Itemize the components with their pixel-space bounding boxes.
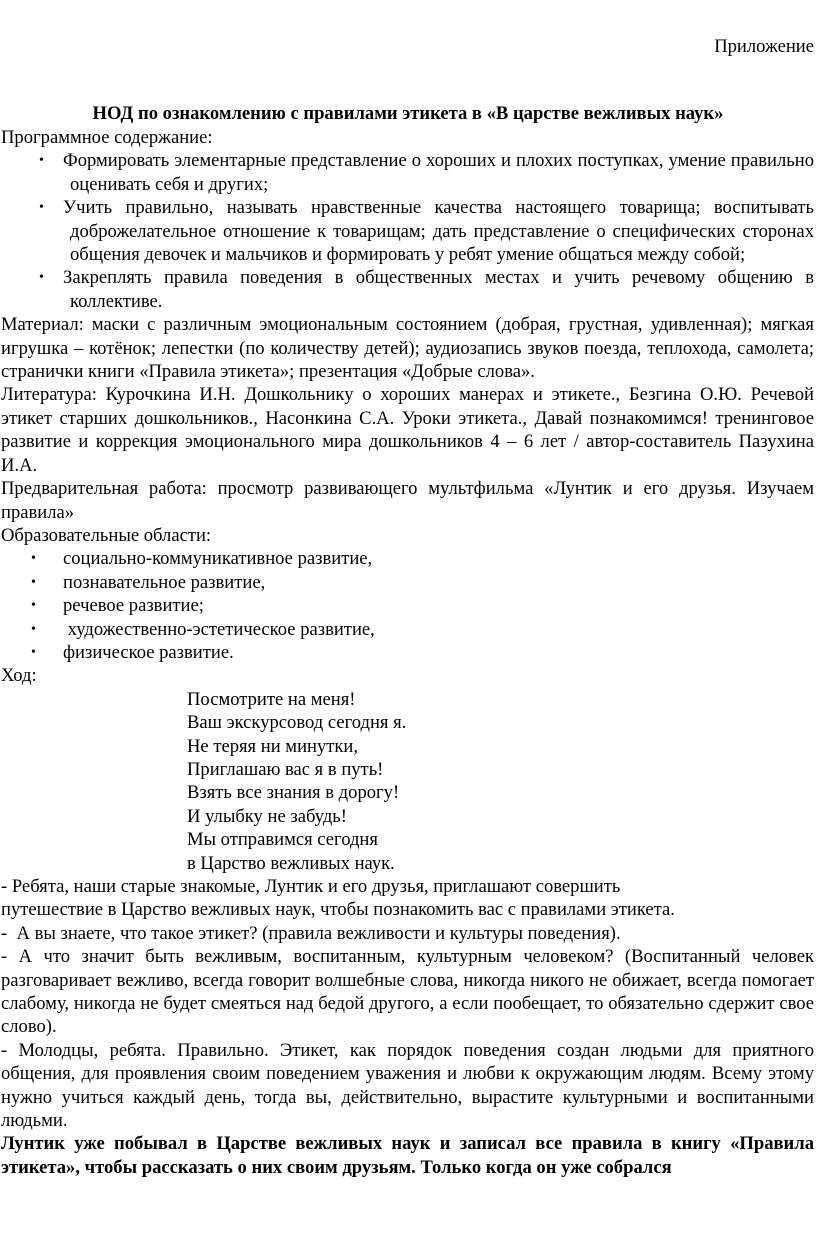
final-bold-paragraph: Лунтик уже побывал в Царстве вежливых наук и записал все правила в книгу «Правила этикета», чтобы рассказать о них своим друзьям. Только когда он уже собрался (1, 1133, 814, 1178)
program-list (1, 149, 814, 313)
area-item: • познавательное развитие, (1, 571, 814, 594)
dialogue-line: - Ребята, наши старые знакомые, Лунтик и его друзья, приглашают совершить (1, 876, 621, 897)
area-item: • речевое развитие; (1, 594, 814, 617)
program-item: • Формировать элементарные представление о хороших и плохих поступках, умение правильно оценивать себя и других; (1, 149, 814, 196)
areas-list (1, 547, 814, 664)
poem-line: Не теряя ни минутки, (187, 735, 359, 757)
program-heading: Программное содержание: (1, 127, 213, 148)
dialogue-paragraph: - Молодцы, ребята. Правильно. Этикет, как порядок поведения создан людьми для приятного общения, для проявления своим поведением уважения и любви к окружающим людям. Всему этому нужно учиться каждый день, тогда вы, действительно, вырастите культурными и воспитанными людьми. (1, 1039, 814, 1132)
document-title: НОД по ознакомлению с правилами этикета в «В царстве вежливых наук» (92, 103, 724, 124)
poem-line: Приглашаю вас я в путь! (187, 758, 384, 780)
dialogue-line: - А вы знаете, что такое этикет? (правила вежливости и культуры поведения). (1, 922, 621, 944)
material-paragraph: Материал: маски с различным эмоциональным состоянием (добрая, грустная, удивленная); мягкая игрушка – котёнок; лепестки (по количеству детей); аудиозапись звуков поезда, теплохода, самолета; странички книги «Правила этикета»; презентация «Добрые слова». (1, 314, 814, 383)
poem-line: И улыбку не забудь! (187, 805, 347, 827)
program-item: • Закреплять правила поведения в общественных местах и учить речевому общению в коллективе. (1, 266, 814, 313)
poem-line: в Царство вежливых наук. (187, 852, 395, 874)
dialogue-line: путешествие в Царство вежливых наук, чтобы познакомить вас с правилами этикета. (1, 899, 675, 921)
poem (1, 688, 814, 875)
area-item: • художественно-эстетическое развитие, (1, 618, 814, 641)
poem-line: Мы отправимся сегодня (187, 829, 378, 851)
literature-paragraph: Литература: Курочкина И.Н. Дошкольнику о хороших манерах и этикете., Безгина О.Ю. Речевой этикет старших дошкольников., Насонкина С.А. Уроки этикета., Давай познакомимся! тренинговое развитие и коррекция эмоционального мира дошкольников 4 – 6 лет / автор-составитель Пазухина И.А. (1, 384, 814, 476)
document-body (1, 126, 814, 1179)
poem-line: Посмотрите на меня! (187, 688, 356, 710)
areas-heading: Образовательные области: (1, 524, 212, 546)
area-item: • физическое развитие. (1, 641, 814, 664)
course-heading: Ход: (1, 665, 37, 687)
area-item: • социально-коммуникативное развитие, (1, 547, 814, 570)
preliminary-paragraph: Предварительная работа: просмотр развивающего мультфильма «Лунтик и его друзья. Изучаем правила» (1, 478, 814, 523)
appendix-label: Приложение (714, 36, 814, 57)
dialogue-paragraph: - А что значит быть вежливым, воспитанным, культурным человеком? (Воспитанный человек разговаривает вежливо, всегда говорит волшебные слова, никогда никого не обижает, всегда помогает слабому, никогда не будет смеяться над бедой другого, а если пообещает, то обязательно сдержит свое слово). (1, 946, 814, 1038)
program-item: • Учить правильно, называть нравственные качества настоящего товарища; воспитывать доброжелательное отношение к товарищам; дать представление о специфических сторонах общения девочек и мальчиков и формировать у ребят умение общаться между собой; (1, 196, 814, 266)
poem-line: Взять все знания в дорогу! (187, 782, 400, 804)
poem-line: Ваш экскурсовод сегодня я. (187, 712, 407, 734)
